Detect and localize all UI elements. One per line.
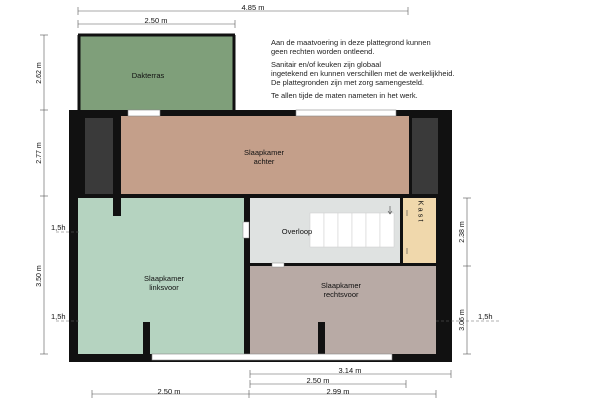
dim-top-terrace-label: 2.50 m: [144, 16, 168, 25]
dim-right-front-label: 3.06 m: [459, 309, 466, 331]
slaapkamer-rechtsvoor-label-1: Slaapkamer: [320, 281, 362, 290]
dim-bottom-314-label: 3.14 m: [338, 366, 362, 375]
disclaimer-line: geen rechten worden ontleend.: [271, 47, 375, 56]
wall-stub-rechtsvoor: [318, 322, 325, 354]
kast-label: Kast: [416, 200, 426, 224]
stair-step: [324, 213, 338, 247]
height-right-lower-label: 1,5h: [478, 312, 493, 321]
dim-left-bedroom-back-label: 2.77 m: [36, 142, 43, 164]
dim-right-overloop-label: 2.38 m: [459, 221, 466, 243]
side-block-right-top: [412, 118, 438, 194]
disclaimer-line: ingetekend en kunnen verschillen met de werkelijkheid.: [271, 69, 455, 78]
slaapkamer-achter-label-1: Slaapkamer: [243, 148, 285, 157]
height-left-lower-label: 1,5h: [51, 312, 66, 321]
disclaimer-line: Sanitair en/of keuken zijn globaal: [271, 60, 382, 69]
dim-top-total-label: 4.85 m: [241, 3, 265, 12]
stair-step: [380, 213, 394, 247]
window-front: [152, 354, 392, 360]
disclaimer-line: Te allen tijde de maten nameten in het werk.: [271, 91, 418, 100]
window-rear-left: [128, 110, 160, 116]
stair-step: [352, 213, 366, 247]
slaapkamer-achter-label-2: achter: [253, 157, 275, 166]
disclaimer-line: De plattegronden zijn met zorg samengesteld.: [271, 78, 425, 87]
slaapkamer-rechtsvoor-room: [250, 266, 436, 354]
wall-stub-linksvoor-top: [113, 194, 121, 216]
side-block-left-top: [85, 118, 113, 194]
disclaimer-block: [271, 38, 454, 100]
door-linksvoor: [243, 222, 249, 238]
height-left-upper-label: 1,5h: [51, 223, 66, 232]
dim-left-terrace-label: 2.62 m: [36, 62, 43, 84]
door-rechtsvoor: [272, 263, 284, 267]
overloop-label: Overloop: [281, 227, 313, 236]
dim-bottom-front: [92, 390, 436, 398]
dim-bottom-299-label: 2.99 m: [326, 387, 350, 396]
stair-step: [338, 213, 352, 247]
window-rear-right: [296, 110, 396, 116]
wall-stub-linksvoor-bottom: [143, 322, 150, 354]
dakterras-label: Dakterras: [131, 71, 165, 80]
slaapkamer-linksvoor-label-1: Slaapkamer: [143, 274, 185, 283]
disclaimer-line: Aan de maatvoering in deze plattegrond kunnen: [271, 38, 431, 47]
slaapkamer-linksvoor-label-2: linksvoor: [149, 283, 179, 292]
stair-step: [366, 213, 380, 247]
dim-left-front-label: 3.50 m: [36, 265, 43, 287]
slaapkamer-rechtsvoor-label-2: rechtsvoor: [323, 290, 359, 299]
dim-bottom-250-right-label: 2.50 m: [306, 376, 330, 385]
dim-bottom-250-left-label: 2.50 m: [157, 387, 181, 396]
